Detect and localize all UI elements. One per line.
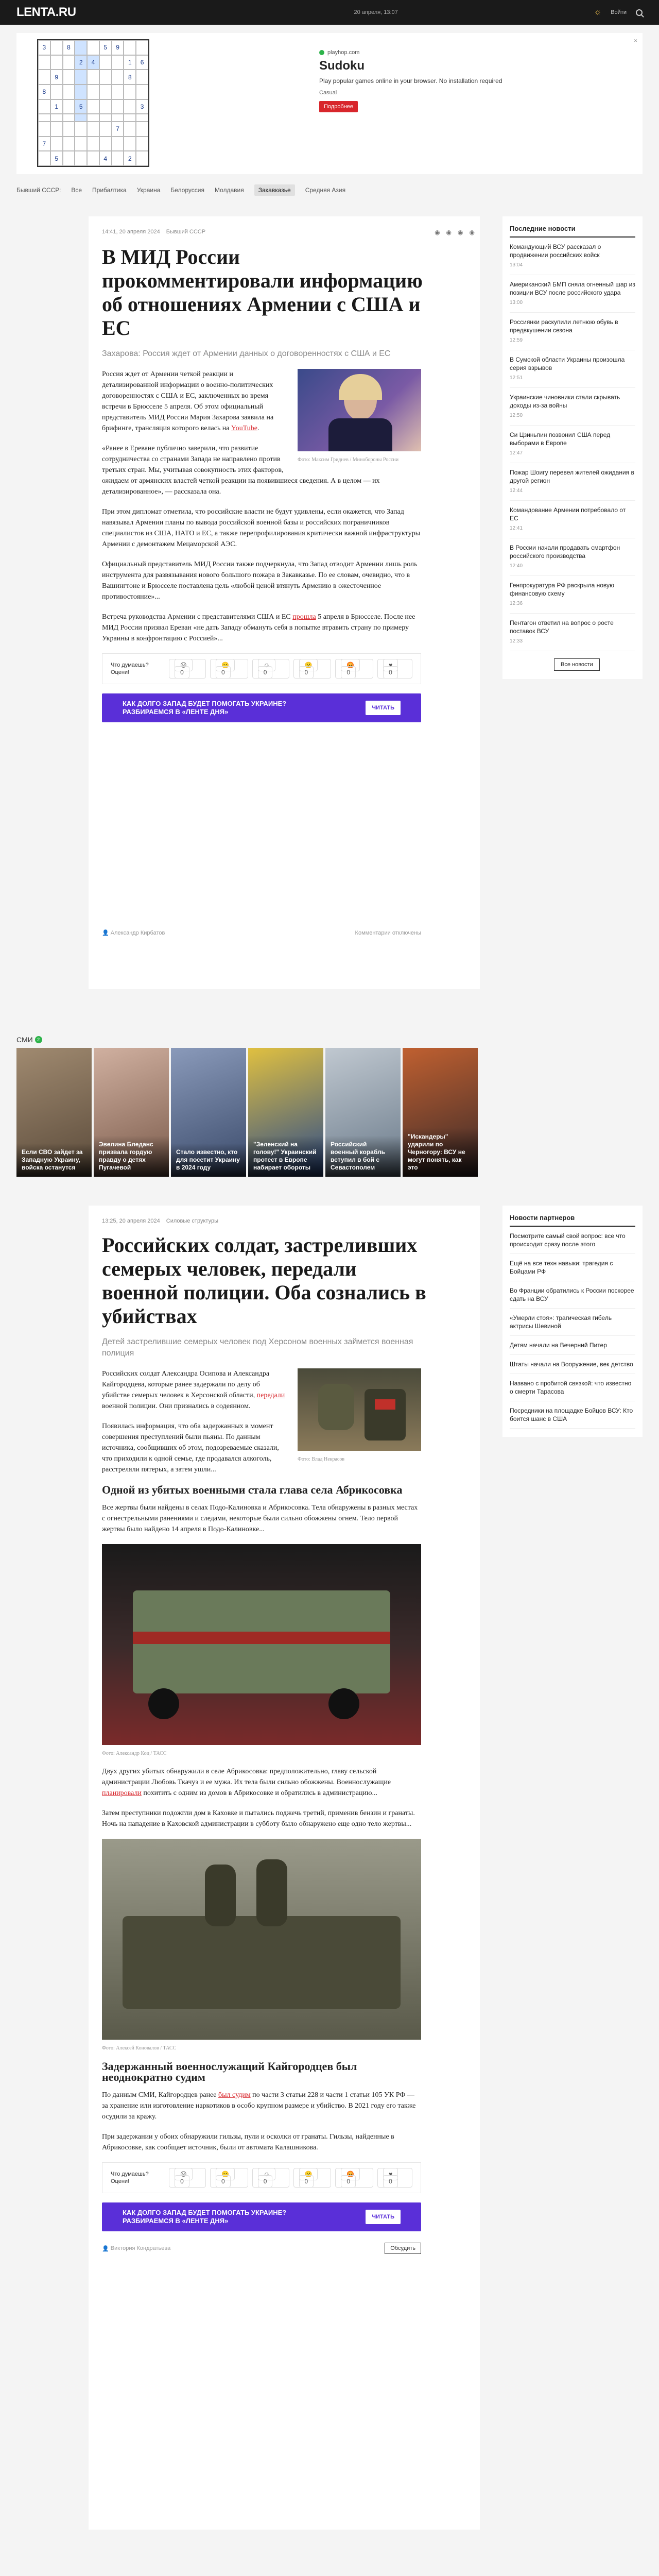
sidebar-news-item[interactable] (510, 538, 635, 576)
sudoku-cell (63, 55, 75, 70)
weather-icon[interactable]: ☼ (594, 8, 602, 16)
sudoku-cell (99, 70, 112, 84)
emoji-icon: ☺ (258, 659, 275, 671)
sudoku-cell (87, 137, 99, 151)
sudoku-cell (87, 122, 99, 137)
news-title: Командование Армении потребовало от ЕС (510, 506, 626, 522)
sudoku-cell (112, 55, 124, 70)
emoji-button[interactable] (252, 2168, 289, 2188)
share-icons (435, 229, 475, 236)
rubric-tab[interactable]: Прибалтика (92, 187, 127, 194)
sudoku-cell: 1 (124, 55, 136, 70)
author-icon: 👤 (102, 930, 111, 936)
sudoku-cell (38, 70, 50, 84)
news-time: 12:51 (510, 375, 523, 381)
sudoku-cell (87, 151, 99, 166)
news-time: 13:00 (510, 300, 523, 306)
sudoku-cell (63, 99, 75, 114)
sudoku-cell (124, 114, 136, 122)
sudoku-cell: 3 (38, 40, 50, 55)
sudoku-cell (50, 114, 63, 122)
sudoku-cell (99, 55, 112, 70)
emoji-icon: ☹ (175, 659, 193, 671)
sudoku-cell (136, 70, 148, 84)
sidebar-news-item[interactable] (510, 576, 635, 614)
section-heading: Одной из убитых военными стала глава села Абрикосовка (102, 1483, 403, 1496)
sudoku-cell: 7 (38, 137, 50, 151)
smi-card-caption: Если СВО зайдет за Западную Украину, войска останутся (16, 1143, 92, 1177)
article-1 (89, 216, 480, 989)
article-title: Российских солдат, застреливших семерых человек, передали военной полиции. Оба сознались в убийствах (102, 1233, 426, 1328)
emoji-icon: 😮 (299, 2168, 318, 2180)
article-rubric[interactable]: Бывший СССР (166, 229, 206, 235)
emoji-row (169, 2168, 412, 2188)
emoji-button[interactable] (377, 2168, 412, 2188)
news-title: Украинские чиновники стали скрывать доходы из-за войны (510, 394, 620, 409)
author-name[interactable]: Александр Кирбатов (110, 929, 165, 936)
vk-icon[interactable]: ◉ (435, 229, 440, 236)
sudoku-cell (124, 137, 136, 151)
sudoku-cell: 4 (87, 55, 99, 70)
discuss-button[interactable]: Обсудить (385, 2243, 421, 2254)
latest-news (502, 216, 643, 679)
sudoku-cell (124, 40, 136, 55)
partner-news-item[interactable]: «Умерли стоя»: трагическая гибель актрисы Шевиной (510, 1309, 635, 1336)
youtube-link[interactable]: YouTube (231, 425, 257, 432)
sudoku-cell: 2 (75, 55, 87, 70)
paragraph: Двух других убитых обнаружили в селе Абрикосовка: предположительно, главу сельской администрации Любовь Ткачуэ и ее мужа. Их тела были сильно обожжены. Военнослужащие планировали похитить с одним из домов в Абрикосовке и обратились в администрацию... (102, 1768, 391, 1797)
photo-caption: Фото: Влад Некрасов (298, 1456, 345, 1462)
sudoku-cell (124, 99, 136, 114)
rubric-tab[interactable]: Все (71, 187, 82, 194)
ad-more-button[interactable]: Подробнее (319, 101, 358, 112)
sidebar-news-item[interactable] (510, 614, 635, 651)
sudoku-cell (38, 114, 50, 122)
sudoku-cell (75, 122, 87, 137)
news-title: Россиянки раскупили летнюю обувь в предвкушении сезона (510, 318, 618, 334)
inline-link[interactable]: планировали (102, 1789, 142, 1797)
article-subtitle: Захарова: Россия ждет от Армении данных о договоренностях с США и ЕС (102, 349, 391, 358)
paragraph: Российских солдат Александра Осипова и Александра Кайгородцева, которые ранее задержали по делу об убийстве семерых человек в Херсонской области, передали военной полиции. Они признались в содеянном. (102, 1370, 285, 1410)
sidebar-news-item[interactable] (510, 238, 635, 275)
sudoku-cell (87, 70, 99, 84)
smi-card-caption: Российский военный корабль вступил в бой с Севастополем (325, 1136, 401, 1177)
sidebar-news-item[interactable] (510, 275, 635, 313)
sudoku-cell (99, 137, 112, 151)
smi-card[interactable] (248, 1048, 323, 1177)
inline-link[interactable]: был судим (218, 2091, 251, 2099)
sidebar-news-item[interactable] (510, 501, 635, 538)
smi-card-caption: Стало известно, кто для посетит Украину в 2024 году (171, 1143, 246, 1177)
section-heading: Задержанный военнослужащий Кайгородцев был неоднократно судим (102, 2060, 357, 2083)
news-time: 12:36 (510, 601, 523, 606)
article-subtitle: Детей застрелившие семерых человек под Херсоном военных займется военная полиция (102, 1337, 413, 1358)
smi-card-caption: "Искандеры" ударили по Черногору: ВСУ не могут понять, как это (403, 1128, 478, 1177)
smi-badge: 2 (35, 1036, 42, 1043)
rubric-tab[interactable]: Молдавия (214, 187, 244, 194)
sudoku-cell: 3 (136, 99, 148, 114)
rating-question: Что думаешь? Оцени! (111, 662, 149, 675)
ad-title[interactable]: Sudoku (319, 59, 365, 73)
ad-logo-icon (319, 50, 324, 55)
ad-tag: Casual (319, 90, 337, 96)
sidebar-news-item[interactable] (510, 350, 635, 388)
partner-news (502, 1206, 643, 1437)
smi-card-caption: Эвелина Бледанс призвала гордую правду о детях Пугачевой (94, 1136, 169, 1177)
paragraph: Все жертвы были найдены в селах Подо-Калиновка и Абрикосовка. Тела обнаружены в разных местах с огнестрельными ранениями и следами, некоторые были сильно обожжены огнем. Тело первой жертвы было найдено 14 апреля в Подо-Калиновке... (102, 1504, 418, 1533)
sudoku-cell (63, 70, 75, 84)
photo-caption: Фото: Максим Гриднев / Минобороны России (298, 457, 399, 463)
sudoku-cell: 9 (112, 40, 124, 55)
sudoku-cell (75, 114, 87, 122)
sudoku-cell: 4 (99, 151, 112, 166)
sudoku-cell: 8 (63, 40, 75, 55)
partner-news-item[interactable]: Детям начали на Вечерний Питер (510, 1336, 635, 1355)
news-title: В Сумской области Украины произошла серия взрывов (510, 356, 625, 371)
sudoku-cell (99, 99, 112, 114)
emoji-count: 0 (299, 666, 314, 679)
sudoku-cell (75, 84, 87, 99)
author-icon: 👤 (102, 2245, 111, 2252)
sudoku-cell (50, 55, 63, 70)
sudoku-cell: 9 (50, 70, 63, 84)
all-news-button[interactable]: Все новости (554, 658, 600, 671)
ad-source: playhop.com (319, 49, 608, 56)
sudoku-cell (87, 99, 99, 114)
emoji-button[interactable] (335, 659, 373, 679)
sidebar-news-item[interactable] (510, 313, 635, 350)
news-title: Пожар Шоигу перевел жителей ожидания в другой регион (510, 469, 634, 484)
emoji-button[interactable] (169, 659, 206, 679)
partner-news-item[interactable]: Штаты начали на Вооружение, век детство (510, 1355, 635, 1374)
sudoku-cell: 7 (112, 122, 124, 137)
link-icon[interactable]: ◉ (469, 229, 475, 236)
search-icon[interactable] (636, 9, 643, 16)
soldier-photo (298, 1368, 421, 1451)
site-logo[interactable]: LENTA.RU (16, 5, 76, 19)
rubric-tab[interactable]: Закавказье (254, 184, 295, 196)
armored-vehicle-photo (102, 1839, 421, 2040)
sudoku-cell: 8 (38, 84, 50, 99)
sudoku-cell (38, 99, 50, 114)
paragraph: Затем преступники подожгли дом в Каховке и пытались поджечь третий, применив бензин и гранаты. Ночь на нападение в Каховской администрации в субботу было обнаружено еще одно тело жертвы... (102, 1809, 415, 1828)
emoji-count: 0 (383, 2175, 398, 2188)
emoji-icon: 😡 (341, 2168, 360, 2180)
sudoku-cell (99, 84, 112, 99)
ok-icon[interactable]: ◉ (446, 229, 452, 236)
sudoku-cell (112, 137, 124, 151)
partner-news-item[interactable]: Посредники на площадке Бойцов ВСУ: Кто боится шанс в США (510, 1401, 635, 1429)
news-title: Американский БМП сняла огненный шар из позиции ВСУ после российского удара (510, 281, 635, 296)
sudoku-cell (38, 55, 50, 70)
rubric-label: Бывший СССР: (16, 187, 61, 194)
sudoku-cell (124, 122, 136, 137)
sudoku-cell (136, 151, 148, 166)
emoji-row (169, 659, 412, 679)
sudoku-cell (50, 137, 63, 151)
sudoku-cell (136, 114, 148, 122)
sudoku-cell (75, 151, 87, 166)
sudoku-cell (63, 84, 75, 99)
article-body (102, 369, 421, 644)
emoji-count: 0 (341, 666, 356, 679)
login-link[interactable]: Войти (611, 9, 627, 15)
smi-card[interactable] (94, 1048, 169, 1177)
sudoku-cell: 5 (99, 40, 112, 55)
zakharova-photo (298, 369, 421, 451)
sudoku-cell (63, 151, 75, 166)
sudoku-cell: 8 (124, 70, 136, 84)
emoji-count: 0 (175, 666, 189, 679)
sidebar-heading: Новости партнеров (510, 1214, 635, 1227)
rating-widget (102, 653, 421, 684)
emoji-count: 0 (175, 2175, 189, 2188)
sudoku-cell (38, 122, 50, 137)
sudoku-cell (63, 137, 75, 151)
emoji-icon: 😡 (341, 659, 360, 671)
sudoku-cell (99, 122, 112, 137)
sudoku-cell (136, 40, 148, 55)
news-time: 13:04 (510, 262, 523, 268)
article-photo (298, 1368, 421, 1465)
emoji-icon: ☹ (175, 2168, 193, 2180)
sidebar-news-item[interactable] (510, 463, 635, 501)
sudoku-cell (63, 114, 75, 122)
emoji-icon: ☺ (258, 2168, 275, 2180)
inline-link[interactable]: прошла (292, 613, 316, 621)
paragraph: «Ранее в Ереване публично заверили, что развитие сотрудничества со странами Запада не направлено против третьих стран. Мы, учитывая совокупность этих факторов, ожидаем от армянских властей четкой реакции на появившиеся сведения. А в целом — их детализированное», — рассказала она. (102, 445, 380, 496)
emoji-count: 0 (299, 2175, 314, 2188)
sudoku-image (37, 39, 149, 167)
news-time: 12:44 (510, 488, 523, 494)
article-rubric[interactable]: Силовые структуры (166, 1218, 218, 1224)
news-time: 12:59 (510, 337, 523, 343)
emoji-count: 0 (216, 666, 231, 679)
sudoku-cell (75, 137, 87, 151)
news-time: 12:40 (510, 563, 523, 569)
emoji-icon: 😐 (216, 2168, 235, 2180)
partner-news-item[interactable]: Названо с пробитой связкой: что известно о смерти Тарасова (510, 1374, 635, 1401)
emoji-button[interactable] (169, 2168, 206, 2188)
sudoku-cell: 6 (136, 55, 148, 70)
sidebar-news-item[interactable] (510, 426, 635, 463)
site-header (0, 0, 659, 25)
partner-news-item[interactable]: Во Франции обратились к России поскорее сдать на ВСУ (510, 1281, 635, 1309)
paragraph: Встреча руководства Армении с представителями США и ЕС прошла 5 апреля в Брюсселе. После нее МИД России призвал Ереван «не дать Западу обмануть себя в попытке втравить страну по примеру Украины в конфронтацию с Россией»... (102, 613, 415, 642)
sudoku-cell (136, 137, 148, 151)
sidebar-news-item[interactable] (510, 388, 635, 426)
close-icon[interactable]: × (633, 37, 637, 44)
sudoku-cell (136, 84, 148, 99)
author-row (102, 2243, 421, 2254)
paragraph: При задержании у обоих обнаружили гильзы, пули и осколки от гранаты. Гильзы, найденные в Абрикосовке, как сообщает источник, были от автомата Калашникова. (102, 2133, 394, 2151)
promo-banner[interactable]: КАК ДОЛГО ЗАПАД БУДЕТ ПОМОГАТЬ УКРАИНЕ? РАЗБИРАЕМСЯ В «ЛЕНТЕ ДНЯ» ЧИТАТЬ (102, 2202, 421, 2231)
news-time: 12:47 (510, 450, 523, 456)
news-title: Командующий ВСУ рассказал о продвижении российских войск (510, 243, 601, 259)
smi-label: СМИ 2 (16, 1036, 643, 1044)
sudoku-cell (112, 114, 124, 122)
emoji-button[interactable] (210, 659, 248, 679)
paragraph: Официальный представитель МИД России также подчеркнула, что Запад отводит Армении лишь роль инструмента для развязывания нового большого пожара в Закавказье. По ее словам, очевидно, что в Вашингтоне и Брюсселе поставлена цель «любой ценой втянуть Армению в ожесточенное противостояние»... (102, 561, 418, 601)
header-right (594, 8, 643, 17)
sudoku-cell (50, 122, 63, 137)
emoji-button[interactable] (293, 659, 332, 679)
sudoku-cell (75, 70, 87, 84)
sudoku-cell (50, 84, 63, 99)
emoji-count: 0 (258, 2175, 273, 2188)
emoji-button[interactable] (210, 2168, 248, 2188)
paragraph: Появилась информация, что оба задержанных в момент совершения преступлений были пьяны. По данным источника, сообщивших об этом, подозреваемые сказали, что приходили к одной семье, где продавался алкоголь, расстреляли пятерых, а затем ушли... (102, 1422, 279, 1473)
telegram-icon[interactable]: ◉ (458, 229, 463, 236)
military-truck-photo (102, 1544, 421, 1745)
comments-status: Комментарии отключены (355, 929, 421, 936)
article-title: В МИД России прокомментировали информацию об отношениях Армении с США и ЕС (102, 245, 423, 340)
photo-caption: Фото: Алексей Коновалов / ТАСС (102, 2045, 177, 2051)
sudoku-cell (124, 84, 136, 99)
emoji-icon: 😐 (216, 659, 235, 671)
sudoku-cell (87, 114, 99, 122)
news-title: Генпрокуратура РФ раскрыла новую финансовую схему (510, 582, 614, 597)
emoji-count: 0 (258, 666, 273, 679)
smi-card[interactable] (16, 1048, 92, 1177)
emoji-icon: ♥ (383, 659, 398, 671)
emoji-button[interactable] (377, 659, 412, 679)
sidebar-heading: Последние новости (510, 225, 635, 238)
article-time: 13:25, 20 апреля 2024 (102, 1218, 160, 1224)
sudoku-cell (136, 122, 148, 137)
rubric-tab[interactable]: Средняя Азия (305, 187, 346, 194)
rubric-tab[interactable]: Белоруссия (170, 187, 204, 194)
emoji-count: 0 (216, 2175, 231, 2188)
emoji-count: 0 (383, 666, 398, 679)
smi-card[interactable] (403, 1048, 478, 1177)
article-body (102, 1368, 421, 2153)
sudoku-cell (112, 151, 124, 166)
smi-card[interactable] (325, 1048, 401, 1177)
sudoku-cell (50, 40, 63, 55)
news-title: Си Цзиньпин позвонил США перед выборами в Европе (510, 431, 611, 447)
emoji-icon: 😮 (299, 659, 318, 671)
smi-card-caption: "Зеленский на голову!" Украинский протест в Европе набирает обороты (248, 1136, 323, 1177)
emoji-button[interactable] (293, 2168, 332, 2188)
news-time: 12:50 (510, 413, 523, 418)
emoji-icon: ♥ (383, 2168, 398, 2180)
author-row (102, 929, 421, 936)
partner-news-item[interactable]: Ещё на все техн навыки: трагедия с Бойцами РФ (510, 1254, 635, 1281)
sudoku-cell (87, 40, 99, 55)
rubric-tab[interactable]: Украина (136, 187, 161, 194)
paragraph: По данным СМИ, Кайгородцев ранее был судим по части 3 статьи 228 и части 1 статьи 105 УК РФ — за хранение или изготовление наркотиков в особо крупном размере и убийство. В 2021 году его также осудили за кражу. (102, 2091, 416, 2121)
sudoku-cell (99, 114, 112, 122)
promo-read-button[interactable]: ЧИТАТЬ (366, 701, 401, 715)
smi-card[interactable] (171, 1048, 246, 1177)
header-date: 20 апреля, 13:07 (354, 9, 398, 15)
inline-link[interactable]: передали (256, 1392, 285, 1399)
promo-read-button[interactable]: ЧИТАТЬ (366, 2210, 401, 2224)
news-title: Пентагон ответил на вопрос о росте поставок ВСУ (510, 619, 614, 635)
promo-banner[interactable]: КАК ДОЛГО ЗАПАД БУДЕТ ПОМОГАТЬ УКРАИНЕ? РАЗБИРАЕМСЯ В «ЛЕНТЕ ДНЯ» ЧИТАТЬ (102, 693, 421, 722)
sudoku-cell (112, 99, 124, 114)
ad-description: Play popular games online in your browser. No installation required (319, 77, 502, 84)
photo-caption: Фото: Александр Коц / ТАСС (102, 1751, 167, 1756)
emoji-button[interactable] (252, 659, 289, 679)
sudoku-cell: 1 (50, 99, 63, 114)
sudoku-cell (63, 122, 75, 137)
news-time: 12:41 (510, 526, 523, 531)
article-photo (298, 369, 421, 465)
sudoku-cell (75, 40, 87, 55)
article-2 (89, 1206, 480, 2530)
emoji-count: 0 (341, 2175, 356, 2188)
article-meta (102, 1218, 475, 1224)
news-time: 12:33 (510, 638, 523, 644)
smi-block-1 (16, 1036, 643, 1177)
sudoku-cell: 5 (50, 151, 63, 166)
partner-news-item[interactable]: Посмотрите самый свой вопрос: все что происходит сразу после этого (510, 1227, 635, 1254)
article-meta (102, 229, 475, 236)
ad-text (319, 39, 608, 168)
news-title: В России начали продавать смартфон российского производства (510, 544, 620, 560)
sudoku-cell (112, 84, 124, 99)
rubric-nav (16, 184, 643, 196)
sudoku-cell: 2 (124, 151, 136, 166)
emoji-button[interactable] (335, 2168, 373, 2188)
sudoku-cell (112, 70, 124, 84)
author-name[interactable]: Виктория Кондратьева (110, 2245, 171, 2251)
sudoku-cell (38, 151, 50, 166)
rating-question: Что думаешь? Оцени! (111, 2171, 149, 2184)
paragraph: Россия ждет от Армении четкой реакции и детализированной информации о военно-политических договоренностях с США и ЕС, заключенных во время встречи в Брюсселе 5 апреля. Об этом официальный представитель МИД России Мария Захарова заявила на брифинге, трансляция которого велась на YouTube. (102, 370, 274, 432)
ad-banner[interactable] (16, 33, 643, 174)
sudoku-cell (87, 84, 99, 99)
rating-widget (102, 2162, 421, 2193)
paragraph: При этом дипломат отметила, что российские власти не будут удивлены, если окажется, что Запад навязывал Армении планы по вывода российской военной базы и российских пограничников специалистов из США, НАТО и ЕС, а также перепрофилирования критически важной инфраструктуры Армении с демонтажем Мецаморской АЭС. (102, 508, 421, 548)
article-time: 14:41, 20 апреля 2024 (102, 229, 160, 235)
sudoku-cell: 5 (75, 99, 87, 114)
